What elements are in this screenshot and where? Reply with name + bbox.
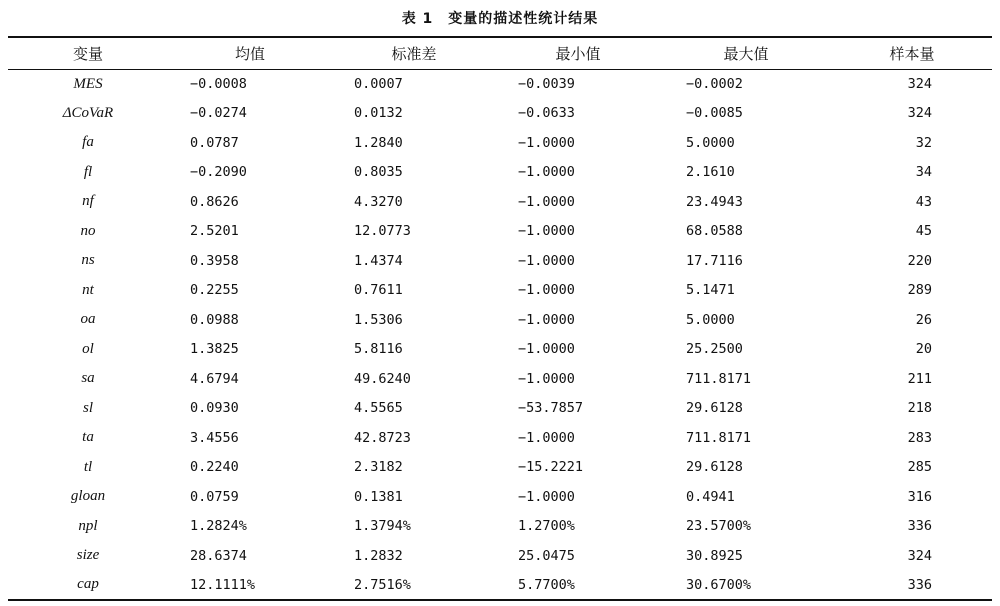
cell-sample-size-value: 45 xyxy=(915,223,932,240)
cell-variable: npl xyxy=(78,517,98,534)
cell-sample-size xyxy=(832,69,992,99)
header-row xyxy=(8,37,992,69)
cell-variable: nt xyxy=(82,281,94,298)
cell-sample-size-value: 32 xyxy=(915,134,932,151)
cell-std-dev xyxy=(332,158,496,188)
cell-sample-size xyxy=(832,364,992,394)
cell-mean xyxy=(168,541,332,571)
cell-min-value: −1.0000 xyxy=(518,370,575,387)
cell-sample-size-value: 20 xyxy=(915,341,932,358)
cell-max-value: 0.4941 xyxy=(686,488,735,505)
table-row xyxy=(8,364,992,394)
cell-min-value: 5.7700% xyxy=(518,576,575,593)
cell-max xyxy=(660,217,832,247)
table-row xyxy=(8,99,992,129)
cell-std-dev xyxy=(332,305,496,335)
cell-max-value: 17.7116 xyxy=(686,252,743,269)
cell-std-dev-value: 0.0007 xyxy=(354,76,403,92)
cell-mean-value: 0.3958 xyxy=(190,252,239,269)
cell-max-value: 29.6128 xyxy=(686,459,743,476)
cell-sample-size-value: 26 xyxy=(915,311,932,328)
cell-min xyxy=(496,158,660,188)
cell-std-dev-value: 4.5565 xyxy=(354,400,403,417)
cell-std-dev-value: 1.5306 xyxy=(354,311,403,328)
cell-std-dev-value: 4.3270 xyxy=(354,193,403,210)
cell-variable: gloan xyxy=(70,488,106,505)
cell-std-dev xyxy=(332,453,496,483)
cell-min xyxy=(496,364,660,394)
cell-sample-size-value: 289 xyxy=(907,282,932,299)
cell-mean-value: 28.6374 xyxy=(190,547,247,564)
cell-std-dev-value: 0.1381 xyxy=(354,488,403,505)
cell-mean xyxy=(168,187,332,217)
cell-std-dev xyxy=(332,423,496,453)
cell-max-value: 23.4943 xyxy=(686,193,743,210)
cell-std-dev-value: 1.3794% xyxy=(354,518,411,535)
cell-sample-size-value: 220 xyxy=(907,252,932,269)
cell-min-value: −0.0633 xyxy=(518,105,575,122)
cell-max xyxy=(660,482,832,512)
cell-variable: fl xyxy=(83,163,93,180)
cell-sample-size-value: 324 xyxy=(907,76,932,92)
cell-max xyxy=(660,69,832,99)
table-row xyxy=(8,394,992,424)
cell-min xyxy=(496,276,660,306)
cell-max-value: 5.1471 xyxy=(686,282,735,299)
cell-mean xyxy=(168,364,332,394)
cell-mean-value: 0.0930 xyxy=(190,400,239,417)
cell-std-dev-value: 1.2832 xyxy=(354,547,403,564)
cell-mean xyxy=(168,335,332,365)
cell-max-value: 5.0000 xyxy=(686,134,735,151)
cell-std-dev-value: 1.2840 xyxy=(354,134,403,151)
cell-variable: no xyxy=(80,222,96,239)
cell-min-value: 1.2700% xyxy=(518,518,575,535)
cell-max xyxy=(660,305,832,335)
cell-sample-size xyxy=(832,187,992,217)
cell-min xyxy=(496,394,660,424)
cell-mean xyxy=(168,305,332,335)
cell-min xyxy=(496,187,660,217)
cell-std-dev-value: 0.8035 xyxy=(354,164,403,181)
cell-sample-size xyxy=(832,335,992,365)
cell-mean-value: −0.0008 xyxy=(190,76,247,92)
cell-sample-size-value: 218 xyxy=(907,400,932,417)
cell-sample-size xyxy=(832,128,992,158)
cell-mean xyxy=(168,128,332,158)
header-min: 最小值 xyxy=(496,37,660,69)
cell-sample-size xyxy=(832,571,992,601)
cell-std-dev-value: 2.3182 xyxy=(354,459,403,476)
cell-min xyxy=(496,69,660,99)
cell-max xyxy=(660,571,832,601)
cell-variable: tl xyxy=(83,458,93,475)
cell-sample-size-value: 336 xyxy=(907,518,932,535)
cell-min-value: −1.0000 xyxy=(518,193,575,210)
cell-mean xyxy=(168,512,332,542)
table-row xyxy=(8,453,992,483)
table-row xyxy=(8,69,992,99)
cell-min xyxy=(496,305,660,335)
cell-mean xyxy=(168,423,332,453)
cell-min xyxy=(496,423,660,453)
cell-sample-size-value: 43 xyxy=(915,193,932,210)
cell-sample-size xyxy=(832,512,992,542)
cell-std-dev xyxy=(332,571,496,601)
cell-max xyxy=(660,158,832,188)
table-row xyxy=(8,335,992,365)
table-caption: 表 1 变量的描述性统计结果 xyxy=(401,11,599,27)
cell-sample-size xyxy=(832,541,992,571)
cell-min-value: −1.0000 xyxy=(518,164,575,181)
cell-max xyxy=(660,541,832,571)
cell-max-value: 68.0588 xyxy=(686,223,743,240)
cell-std-dev xyxy=(332,541,496,571)
cell-mean-value: 0.0759 xyxy=(190,488,239,505)
table-row xyxy=(8,246,992,276)
cell-max-value: 30.8925 xyxy=(686,547,743,564)
cell-mean xyxy=(168,246,332,276)
cell-min xyxy=(496,482,660,512)
cell-std-dev xyxy=(332,335,496,365)
descriptive-statistics-table xyxy=(8,36,992,601)
cell-sample-size xyxy=(832,158,992,188)
cell-max xyxy=(660,512,832,542)
table-body xyxy=(8,69,992,600)
cell-std-dev-value: 0.7611 xyxy=(354,282,403,299)
cell-variable: size xyxy=(76,547,100,564)
cell-variable: fa xyxy=(82,134,94,151)
cell-min-value: −1.0000 xyxy=(518,488,575,505)
cell-mean-value: 0.2255 xyxy=(190,282,239,299)
cell-variable: ΔCoVaR xyxy=(62,104,114,121)
table-row xyxy=(8,158,992,188)
cell-mean-value: 3.4556 xyxy=(190,429,239,446)
header-max: 最大值 xyxy=(660,37,832,69)
table-row xyxy=(8,423,992,453)
cell-mean-value: 0.2240 xyxy=(190,459,239,476)
cell-sample-size xyxy=(832,217,992,247)
cell-max-value: 711.8171 xyxy=(686,370,752,387)
cell-sample-size-value: 211 xyxy=(907,370,932,387)
cell-min-value: −1.0000 xyxy=(518,134,575,151)
cell-variable: nf xyxy=(82,193,94,210)
cell-min-value: −1.0000 xyxy=(518,252,575,269)
cell-min-value: −53.7857 xyxy=(518,400,584,417)
cell-std-dev xyxy=(332,69,496,99)
cell-mean xyxy=(168,482,332,512)
cell-min xyxy=(496,217,660,247)
cell-mean-value: 1.3825 xyxy=(190,341,239,358)
cell-min xyxy=(496,246,660,276)
table-row xyxy=(8,512,992,542)
header-sample-size: 样本量 xyxy=(832,37,992,69)
cell-mean-value: 2.5201 xyxy=(190,223,239,240)
cell-min xyxy=(496,453,660,483)
cell-mean-value: 0.0988 xyxy=(190,311,239,328)
cell-std-dev-value: 1.4374 xyxy=(354,252,403,269)
cell-std-dev xyxy=(332,482,496,512)
cell-mean xyxy=(168,571,332,601)
cell-sample-size xyxy=(832,482,992,512)
cell-max xyxy=(660,453,832,483)
cell-variable: sa xyxy=(81,370,95,387)
statistics-table-container xyxy=(8,36,992,601)
cell-min-value: −1.0000 xyxy=(518,311,575,328)
cell-min-value: −1.0000 xyxy=(518,223,575,240)
cell-mean-value: 12.1111% xyxy=(190,576,256,593)
table-row xyxy=(8,276,992,306)
cell-max-value: 25.2500 xyxy=(686,341,743,358)
cell-variable: ol xyxy=(82,340,94,357)
cell-sample-size-value: 285 xyxy=(907,459,932,476)
cell-variable: ta xyxy=(82,429,94,446)
cell-mean-value: 0.8626 xyxy=(190,193,239,210)
cell-sample-size-value: 324 xyxy=(907,105,932,122)
table-row xyxy=(8,541,992,571)
header-std-dev: 标准差 xyxy=(332,37,496,69)
cell-mean xyxy=(168,99,332,129)
cell-max-value: −0.0085 xyxy=(686,105,743,122)
cell-min-value: 25.0475 xyxy=(518,547,575,564)
cell-sample-size-value: 336 xyxy=(907,576,932,593)
cell-mean xyxy=(168,453,332,483)
cell-max-value: 711.8171 xyxy=(686,429,752,446)
cell-std-dev xyxy=(332,99,496,129)
cell-max xyxy=(660,423,832,453)
cell-min xyxy=(496,541,660,571)
cell-min-value: −15.2221 xyxy=(518,459,584,476)
table-row xyxy=(8,305,992,335)
cell-max xyxy=(660,276,832,306)
cell-sample-size-value: 316 xyxy=(907,488,932,505)
cell-std-dev xyxy=(332,246,496,276)
cell-std-dev xyxy=(332,128,496,158)
cell-sample-size xyxy=(832,99,992,129)
cell-variable: MES xyxy=(73,75,103,92)
cell-mean-value: 1.2824% xyxy=(190,518,247,535)
cell-mean-value: −0.0274 xyxy=(190,105,247,122)
cell-variable: oa xyxy=(80,311,96,328)
cell-max-value: 2.1610 xyxy=(686,164,735,181)
cell-min xyxy=(496,571,660,601)
cell-sample-size-value: 324 xyxy=(907,547,932,564)
cell-std-dev xyxy=(332,276,496,306)
cell-max-value: −0.0002 xyxy=(686,76,743,92)
cell-mean xyxy=(168,217,332,247)
cell-min xyxy=(496,128,660,158)
cell-sample-size xyxy=(832,305,992,335)
cell-min xyxy=(496,512,660,542)
cell-max xyxy=(660,394,832,424)
cell-sample-size-value: 34 xyxy=(915,164,932,181)
cell-std-dev xyxy=(332,187,496,217)
cell-mean xyxy=(168,276,332,306)
cell-min-value: −1.0000 xyxy=(518,429,575,446)
cell-max-value: 29.6128 xyxy=(686,400,743,417)
cell-mean-value: 0.0787 xyxy=(190,134,239,151)
cell-max xyxy=(660,99,832,129)
table-row xyxy=(8,571,992,601)
cell-std-dev-value: 2.7516% xyxy=(354,576,411,593)
cell-max-value: 23.5700% xyxy=(686,518,752,535)
cell-sample-size xyxy=(832,423,992,453)
cell-max xyxy=(660,128,832,158)
cell-sample-size xyxy=(832,394,992,424)
cell-max xyxy=(660,246,832,276)
cell-std-dev xyxy=(332,512,496,542)
cell-variable: ns xyxy=(81,252,95,269)
cell-max xyxy=(660,335,832,365)
cell-variable: cap xyxy=(8,571,168,601)
cell-min-value: −1.0000 xyxy=(518,282,575,299)
cell-min xyxy=(496,335,660,365)
cell-std-dev-value: 0.0132 xyxy=(354,105,403,122)
cell-min-value: −1.0000 xyxy=(518,341,575,358)
cell-std-dev-value: 12.0773 xyxy=(354,223,411,240)
header-mean: 均值 xyxy=(168,37,332,69)
cell-sample-size xyxy=(832,276,992,306)
cell-mean xyxy=(168,158,332,188)
table-row xyxy=(8,187,992,217)
header-variable: 变量 xyxy=(8,37,168,69)
cell-sample-size xyxy=(832,246,992,276)
cell-mean-value: −0.2090 xyxy=(190,164,247,181)
table-row xyxy=(8,128,992,158)
table-row xyxy=(8,482,992,512)
cell-sample-size-value: 283 xyxy=(907,429,932,446)
cell-max-value: 5.0000 xyxy=(686,311,735,328)
cell-mean xyxy=(168,69,332,99)
cell-sample-size xyxy=(832,453,992,483)
cell-std-dev-value: 49.6240 xyxy=(354,370,411,387)
cell-std-dev xyxy=(332,217,496,247)
cell-std-dev-value: 5.8116 xyxy=(354,341,403,358)
table-row xyxy=(8,217,992,247)
cell-variable: sl xyxy=(82,399,93,416)
cell-max-value: 30.6700% xyxy=(686,576,752,593)
cell-std-dev xyxy=(332,394,496,424)
cell-max xyxy=(660,187,832,217)
cell-mean xyxy=(168,394,332,424)
cell-std-dev-value: 42.8723 xyxy=(354,429,411,446)
cell-max xyxy=(660,364,832,394)
cell-min-value: −0.0039 xyxy=(518,76,575,92)
cell-mean-value: 4.6794 xyxy=(190,370,239,387)
cell-min xyxy=(496,99,660,129)
cell-std-dev xyxy=(332,364,496,394)
